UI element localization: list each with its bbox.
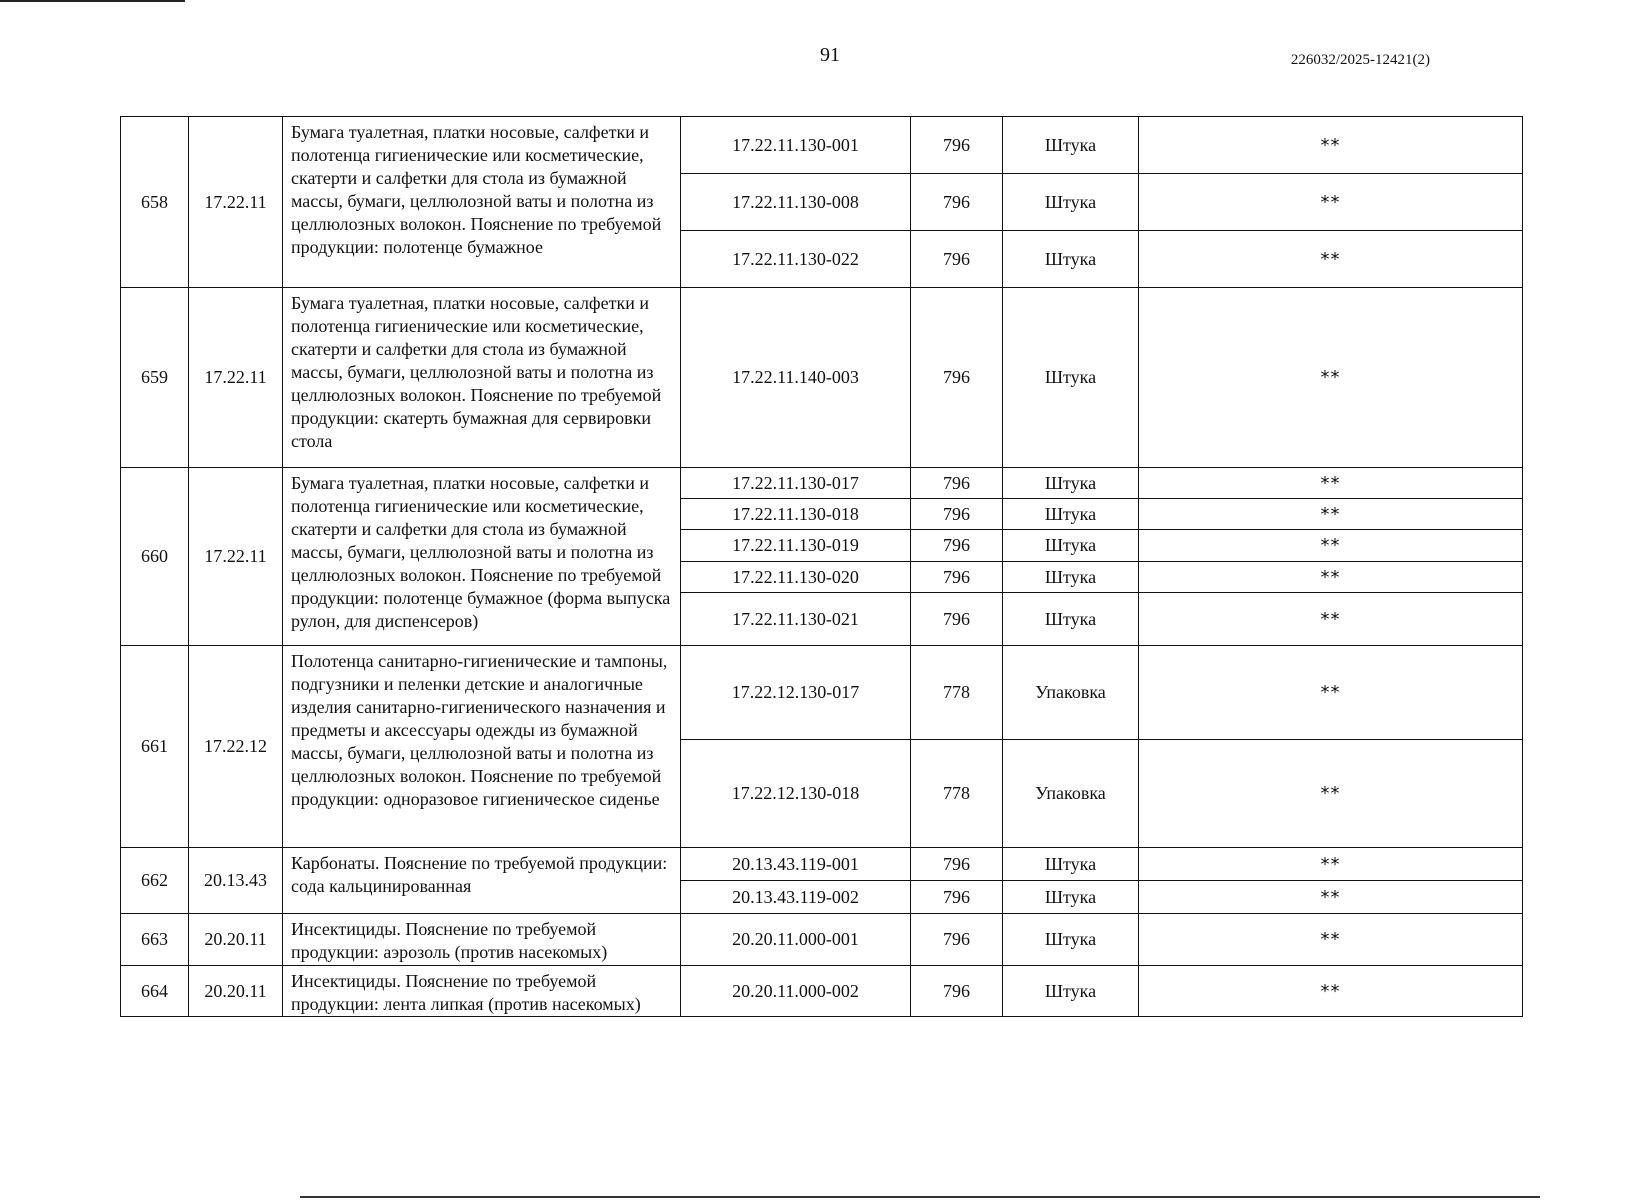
product-description: Бумага туалетная, платки носовые, салфетки и полотенца гигиенические или косметические, скатерти и салфетки для стола из бумажной массы, бумаги, целлюлозной ваты и полотна из целлюлозных волокон. Пояснение по требуемой продукции: скатерть бумажная для сервировки стола (283, 288, 681, 468)
okei-code: 796 (911, 848, 1003, 881)
unit-name: Штука (1003, 848, 1139, 881)
okei-code: 796 (911, 593, 1003, 646)
okpd-code: 20.20.11 (189, 966, 283, 1017)
unit-name: Штука (1003, 530, 1139, 562)
product-description: Полотенца санитарно-гигиенические и тампоны, подгузники и пеленки детские и аналогичные изделия санитарно-гигиенического назначения и предметы и аксессуары одежды из бумажной массы, бумаги, целлюлозной ваты и полотна из целлюлозных волокон. Пояснение по требуемой продукции: одноразовое гигиеническое сиденье (283, 646, 681, 848)
row-number: 662 (121, 848, 189, 914)
row-number: 660 (121, 468, 189, 646)
okei-code: 796 (911, 288, 1003, 468)
row-number: 658 (121, 117, 189, 288)
ktru-code: 17.22.11.130-020 (681, 562, 911, 593)
row-number: 663 (121, 914, 189, 966)
product-description: Инсектициды. Пояснение по требуемой продукции: аэрозоль (против насекомых) (283, 914, 681, 966)
okpd-code: 17.22.11 (189, 468, 283, 646)
page-number: 91 (820, 44, 840, 66)
product-description: Карбонаты. Пояснение по требуемой продукции: сода кальцинированная (283, 848, 681, 914)
bottom-rule (300, 1196, 1540, 1198)
value-marker: ** (1139, 593, 1523, 646)
okei-code: 796 (911, 966, 1003, 1017)
value-marker: ** (1139, 530, 1523, 562)
okpd-code: 20.13.43 (189, 848, 283, 914)
unit-name: Штука (1003, 593, 1139, 646)
top-rule (0, 0, 185, 2)
unit-name: Штука (1003, 288, 1139, 468)
ktru-code: 20.20.11.000-002 (681, 966, 911, 1017)
ktru-code: 20.13.43.119-001 (681, 848, 911, 881)
unit-name: Штука (1003, 231, 1139, 288)
ktru-code: 20.13.43.119-002 (681, 881, 911, 914)
row-number: 664 (121, 966, 189, 1017)
value-marker: ** (1139, 117, 1523, 174)
okei-code: 796 (911, 499, 1003, 530)
ktru-code: 17.22.11.130-021 (681, 593, 911, 646)
value-marker: ** (1139, 231, 1523, 288)
value-marker: ** (1139, 881, 1523, 914)
product-description: Бумага туалетная, платки носовые, салфетки и полотенца гигиенические или косметические, скатерти и салфетки для стола из бумажной массы, бумаги, целлюлозной ваты и полотна из целлюлозных волокон. Пояснение по требуемой продукции: полотенце бумажное (283, 117, 681, 288)
ktru-code: 20.20.11.000-001 (681, 914, 911, 966)
ktru-code: 17.22.11.130-017 (681, 468, 911, 499)
okpd-code: 17.22.12 (189, 646, 283, 848)
ktru-code: 17.22.11.130-018 (681, 499, 911, 530)
ktru-code: 17.22.12.130-018 (681, 740, 911, 848)
unit-name: Штука (1003, 174, 1139, 231)
products-table-body (121, 117, 1523, 1017)
product-description: Бумага туалетная, платки носовые, салфетки и полотенца гигиенические или косметические, скатерти и салфетки для стола из бумажной массы, бумаги, целлюлозной ваты и полотна из целлюлозных волокон. Пояснение по требуемой продукции: полотенце бумажное (форма выпуска рулон, для диспенсеров) (283, 468, 681, 646)
table-row (121, 117, 1523, 174)
table-row (121, 914, 1523, 966)
products-table (120, 116, 1523, 1017)
unit-name: Штука (1003, 117, 1139, 174)
ktru-code: 17.22.11.130-008 (681, 174, 911, 231)
okei-code: 796 (911, 231, 1003, 288)
value-marker: ** (1139, 646, 1523, 740)
row-number: 659 (121, 288, 189, 468)
okei-code: 796 (911, 174, 1003, 231)
unit-name: Штука (1003, 966, 1139, 1017)
okpd-code: 20.20.11 (189, 914, 283, 966)
unit-name: Упаковка (1003, 740, 1139, 848)
value-marker: ** (1139, 174, 1523, 231)
table-row (121, 966, 1523, 1017)
okei-code: 796 (911, 117, 1003, 174)
value-marker: ** (1139, 966, 1523, 1017)
unit-name: Штука (1003, 881, 1139, 914)
table-row (121, 848, 1523, 881)
okpd-code: 17.22.11 (189, 288, 283, 468)
okpd-code: 17.22.11 (189, 117, 283, 288)
ktru-code: 17.22.11.130-022 (681, 231, 911, 288)
okei-code: 796 (911, 468, 1003, 499)
okei-code: 796 (911, 881, 1003, 914)
okei-code: 778 (911, 740, 1003, 848)
okei-code: 796 (911, 562, 1003, 593)
row-number: 661 (121, 646, 189, 848)
okei-code: 796 (911, 530, 1003, 562)
value-marker: ** (1139, 468, 1523, 499)
unit-name: Штука (1003, 562, 1139, 593)
value-marker: ** (1139, 288, 1523, 468)
unit-name: Штука (1003, 499, 1139, 530)
ktru-code: 17.22.11.130-001 (681, 117, 911, 174)
unit-name: Штука (1003, 914, 1139, 966)
value-marker: ** (1139, 562, 1523, 593)
okei-code: 796 (911, 914, 1003, 966)
value-marker: ** (1139, 914, 1523, 966)
table-row (121, 646, 1523, 740)
value-marker: ** (1139, 499, 1523, 530)
unit-name: Штука (1003, 468, 1139, 499)
value-marker: ** (1139, 740, 1523, 848)
ktru-code: 17.22.12.130-017 (681, 646, 911, 740)
ktru-code: 17.22.11.130-019 (681, 530, 911, 562)
document-id: 226032/2025-12421(2) (1290, 52, 1430, 68)
table-row (121, 468, 1523, 499)
value-marker: ** (1139, 848, 1523, 881)
unit-name: Упаковка (1003, 646, 1139, 740)
table-row (121, 288, 1523, 468)
product-description: Инсектициды. Пояснение по требуемой продукции: лента липкая (против насекомых) (283, 966, 681, 1017)
okei-code: 778 (911, 646, 1003, 740)
ktru-code: 17.22.11.140-003 (681, 288, 911, 468)
